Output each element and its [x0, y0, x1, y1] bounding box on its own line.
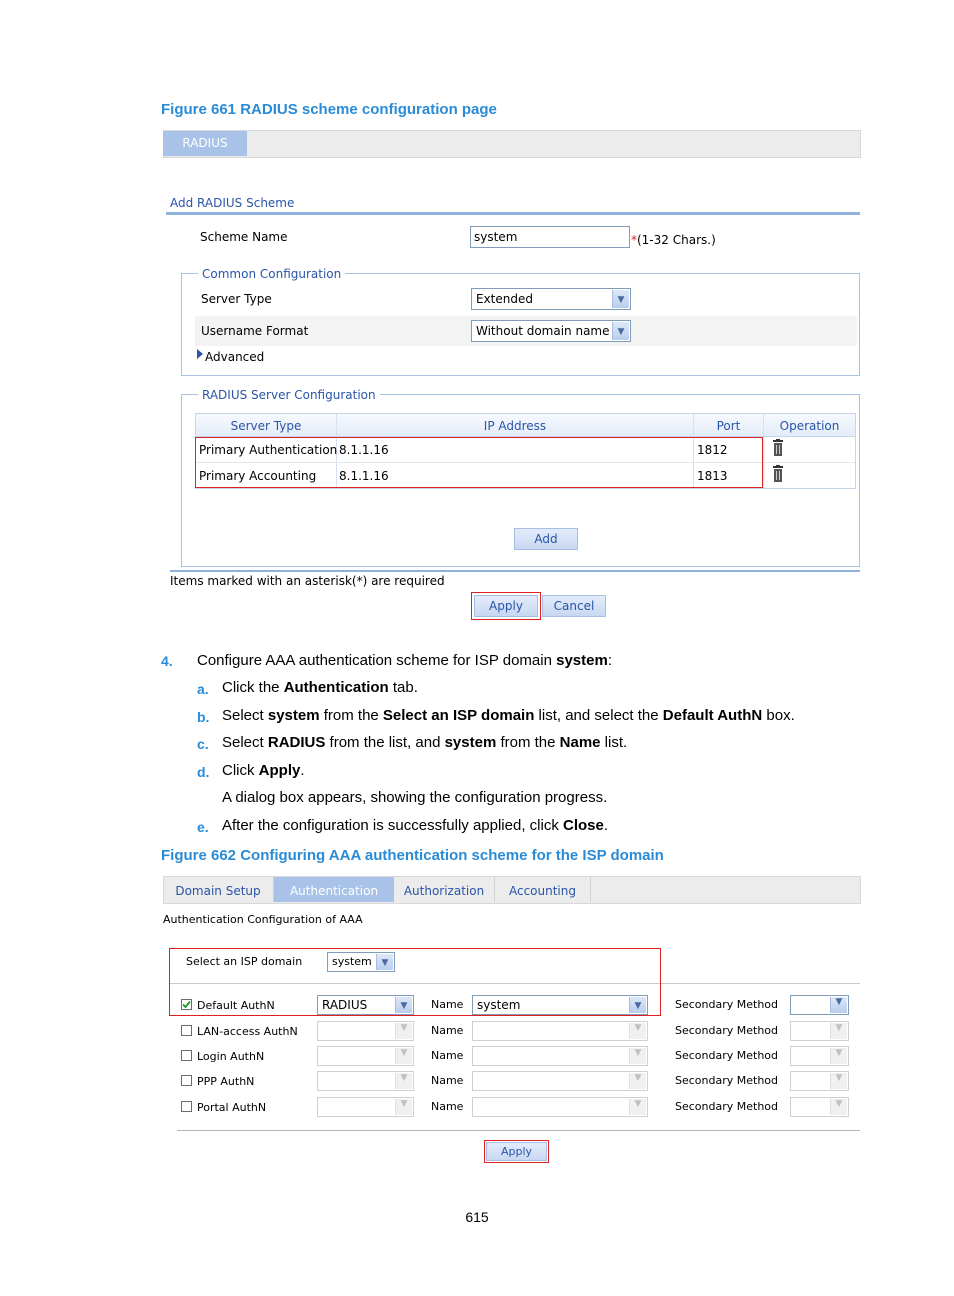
apply-button[interactable]: Apply — [474, 595, 538, 617]
portal-secondary-label: Secondary Method — [675, 1100, 779, 1113]
chevron-down-icon: ▼ — [395, 997, 412, 1013]
login-method-select[interactable] — [317, 1046, 414, 1066]
step-c-text: Select RADIUS from the list, and system from the Name list. — [222, 734, 628, 751]
chevron-down-icon: ▼ — [612, 322, 629, 340]
th-server-type: Server Type — [230, 419, 302, 433]
chevron-down-icon: ▼ — [629, 1073, 646, 1089]
required-note: Items marked with an asterisk(*) are required — [170, 574, 445, 588]
lan-access-name-select[interactable] — [472, 1021, 648, 1041]
default-authn-secondary-select[interactable] — [790, 995, 849, 1015]
portal-method-select[interactable] — [317, 1097, 414, 1117]
advanced-toggle[interactable]: Advanced — [205, 350, 265, 364]
ppp-secondary-label: Secondary Method — [675, 1074, 779, 1087]
step-e-label: e. — [197, 819, 209, 835]
lan-access-name-label: Name — [431, 1024, 464, 1037]
page-number: 615 — [465, 1209, 489, 1225]
portal-name-select[interactable] — [472, 1097, 648, 1117]
default-authn-name-value: system — [477, 998, 521, 1012]
portal-authn-label: Portal AuthN — [197, 1101, 267, 1114]
th-ip-address: IP Address — [483, 419, 547, 433]
ppp-secondary-select[interactable] — [790, 1071, 849, 1091]
lan-access-secondary-label: Secondary Method — [675, 1024, 779, 1037]
step-c-label: c. — [197, 736, 209, 752]
aaa-apply-highlight — [484, 1140, 549, 1163]
server-type-select[interactable] — [471, 288, 631, 310]
chevron-down-icon: ▼ — [830, 1023, 847, 1039]
step-d-text: Click Apply. — [222, 762, 305, 779]
cancel-button[interactable]: Cancel — [542, 595, 606, 617]
row1-server-type: Primary Authentication — [199, 443, 338, 457]
chevron-down-icon: ▼ — [395, 1099, 412, 1115]
server-type-label: Server Type — [201, 292, 272, 306]
chevron-down-icon: ▼ — [612, 290, 629, 308]
required-asterisk: * — [631, 233, 637, 247]
figure-661-caption: Figure 661 RADIUS scheme configuration page — [161, 101, 497, 118]
portal-authn-checkbox[interactable] — [181, 1101, 192, 1112]
ppp-authn-checkbox[interactable] — [181, 1075, 192, 1086]
tab-authorization[interactable]: Authorization — [394, 877, 495, 902]
section-divider — [166, 212, 860, 215]
row2-ip: 8.1.1.16 — [339, 469, 389, 483]
chevron-down-icon: ▼ — [629, 1099, 646, 1115]
radius-server-legend: RADIUS Server Configuration — [198, 388, 380, 402]
chevron-down-icon: ▼ — [629, 1048, 646, 1064]
row2-port: 1813 — [697, 469, 728, 483]
login-secondary-select[interactable] — [790, 1046, 849, 1066]
tab-accounting[interactable]: Accounting — [495, 877, 591, 902]
chevron-down-icon: ▼ — [629, 997, 646, 1013]
chevron-down-icon: ▼ — [830, 1048, 847, 1064]
portal-name-label: Name — [431, 1100, 464, 1113]
ppp-name-select[interactable] — [472, 1071, 648, 1091]
default-authn-method-value: RADIUS — [322, 998, 368, 1012]
step-b-text: Select system from the Select an ISP domain list, and select the Default AuthN box. — [222, 707, 795, 724]
portal-secondary-select[interactable] — [790, 1097, 849, 1117]
chevron-down-icon: ▼ — [395, 1023, 412, 1039]
common-config-legend: Common Configuration — [198, 267, 345, 281]
trash-icon[interactable] — [772, 465, 784, 483]
login-secondary-label: Secondary Method — [675, 1049, 779, 1062]
username-format-value: Without domain name — [476, 324, 610, 338]
aaa-apply-button[interactable]: Apply — [486, 1142, 547, 1161]
chevron-down-icon: ▼ — [629, 1023, 646, 1039]
username-format-select[interactable] — [471, 320, 631, 342]
login-authn-label: Login AuthN — [197, 1050, 265, 1063]
username-format-label: Username Format — [201, 324, 309, 338]
step-b-label: b. — [197, 709, 210, 725]
trash-icon[interactable] — [772, 439, 784, 457]
lan-access-secondary-select[interactable] — [790, 1021, 849, 1041]
chevron-down-icon: ▼ — [830, 1099, 847, 1115]
radius-tab-bar — [163, 130, 861, 158]
login-name-label: Name — [431, 1049, 464, 1062]
default-authn-name-label: Name — [431, 998, 464, 1011]
isp-domain-value: system — [332, 955, 372, 968]
tab-authentication[interactable]: Authentication — [274, 877, 394, 902]
lan-access-method-select[interactable] — [317, 1021, 414, 1041]
step-d-note: A dialog box appears, showing the configuration progress. — [222, 789, 608, 806]
step-4-number: 4. — [161, 653, 173, 669]
step-a-text: Click the Authentication tab. — [222, 679, 418, 696]
step-a-label: a. — [197, 681, 209, 697]
scheme-name-hint: (1-32 Chars.) — [637, 233, 716, 247]
chevron-down-icon: ▼ — [395, 1073, 412, 1089]
login-authn-checkbox[interactable] — [181, 1050, 192, 1061]
step-d-label: d. — [197, 764, 210, 780]
figure-662-caption: Figure 662 Configuring AAA authentication scheme for the ISP domain — [161, 847, 664, 864]
step-e-text: After the configuration is successfully applied, click Close. — [222, 817, 609, 834]
rows-bottom-divider — [177, 1130, 860, 1131]
expand-triangle-icon[interactable] — [197, 349, 203, 359]
chevron-down-icon: ▼ — [830, 1073, 847, 1089]
th-operation: Operation — [779, 419, 840, 433]
default-authn-label: Default AuthN — [197, 999, 275, 1012]
isp-domain-label: Select an ISP domain — [186, 955, 303, 968]
scheme-name-input[interactable]: system — [470, 226, 630, 248]
col-divider — [763, 414, 764, 488]
chevron-down-icon: ▼ — [376, 954, 393, 970]
section-title: Add RADIUS Scheme — [170, 196, 295, 210]
login-name-select[interactable] — [472, 1046, 648, 1066]
bottom-divider — [170, 570, 860, 572]
add-button[interactable]: Add — [514, 528, 578, 550]
row2-server-type: Primary Accounting — [199, 469, 317, 483]
row1-ip: 8.1.1.16 — [339, 443, 389, 457]
server-rows-highlight — [195, 437, 763, 488]
ppp-method-select[interactable] — [317, 1071, 414, 1091]
chevron-down-icon: ▼ — [830, 997, 847, 1013]
lan-access-authn-checkbox[interactable] — [181, 1025, 192, 1036]
chevron-down-icon: ▼ — [395, 1048, 412, 1064]
scheme-name-label: Scheme Name — [200, 230, 288, 244]
tab-radius[interactable]: RADIUS — [163, 131, 247, 156]
row1-port: 1812 — [697, 443, 728, 457]
th-port: Port — [716, 419, 741, 433]
step-4-text: Configure AAA authentication scheme for ISP domain system: — [197, 652, 612, 669]
lan-access-authn-label: LAN-access AuthN — [197, 1025, 298, 1038]
tab-domain-setup[interactable]: Domain Setup — [163, 877, 274, 902]
apply-highlight — [471, 592, 541, 620]
aaa-heading: Authentication Configuration of AAA — [163, 913, 363, 926]
server-type-value: Extended — [476, 292, 533, 306]
ppp-authn-label: PPP AuthN — [197, 1075, 255, 1088]
isp-default-highlight — [169, 948, 661, 1016]
default-authn-secondary-label: Secondary Method — [675, 998, 779, 1011]
ppp-name-label: Name — [431, 1074, 464, 1087]
